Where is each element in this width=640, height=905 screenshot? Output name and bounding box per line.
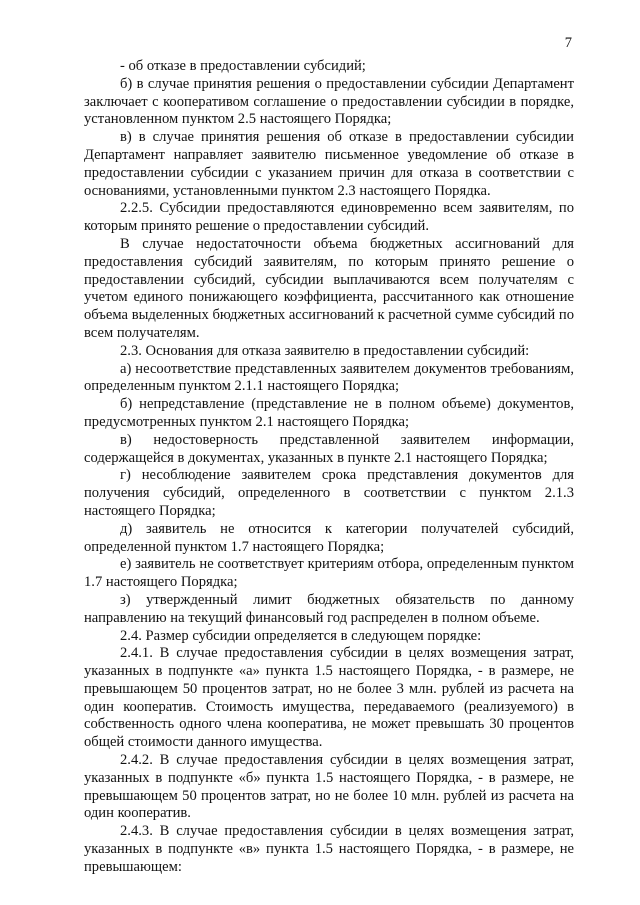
paragraph: 2.2.5. Субсидии предоставляются единовременно всем заявителям, по которым принято решение о предоставлении субсидий.: [84, 200, 574, 235]
paragraph: в) в случае принятия решения об отказе в предоставлении субсидии Департамент направляет заявителю письменное уведомление об отказе в предоставлении субсидии с указанием причин для отказа в соответствии с основаниями, установленными пунктом 2.3 настоящего Порядка.: [84, 129, 574, 199]
paragraph: а) несоответствие представленных заявителем документов требованиям, определенным пунктом 2.1.1 настоящего Порядка;: [84, 360, 574, 395]
paragraph: г) несоблюдение заявителем срока представления документов для получения субсидий, определенного в соответствии с пунктом 2.1.3 настоящего Порядка;: [84, 467, 574, 519]
paragraph: б) в случае принятия решения о предоставлении субсидии Департамент заключает с кооперативом соглашение о предоставлении субсидии в порядке, установленном пунктом 2.5 настоящего Порядка;: [84, 75, 574, 128]
paragraph: - об отказе в предоставлении субсидий;: [120, 58, 366, 74]
paragraph: з) утвержденный лимит бюджетных обязательств по данному направлению на текущий финансовый год распределен в полном объеме.: [84, 591, 574, 626]
paragraph: 2.4.1. В случае предоставления субсидии в целях возмещения затрат, указанных в подпункте «а» пункта 1.5 настоящего Порядка, - в размере, не превышающем 50 процентов затрат, но не более 3 млн. рублей из расчета на один кооператив. Стоимость имущества, передаваемого (реализуемого) в собственность одного члена кооператива, не может превышать 30 процентов общей стоимости данного имущества.: [84, 645, 574, 751]
paragraph: 2.4.2. В случае предоставления субсидии в целях возмещения затрат, указанных в подпункте «б» пункта 1.5 настоящего Порядка, - в размере, не превышающем 50 процентов затрат, но не более 10 млн. рублей из расчета на один кооператив.: [84, 752, 574, 822]
paragraph: 2.4.3. В случае предоставления субсидии в целях возмещения затрат, указанных в подпункте «в» пункта 1.5 настоящего Порядка, - в размере, не превышающем:: [84, 823, 574, 875]
paragraph: е) заявитель не соответствует критериям отбора, определенным пунктом 1.7 настоящего Порядка;: [84, 556, 574, 591]
paragraph: 2.3. Основания для отказа заявителю в предоставлении субсидий:: [120, 342, 530, 359]
paragraph: д) заявитель не относится к категории получателей субсидий, определенной пунктом 1.7 настоящего Порядка;: [84, 520, 574, 555]
paragraph: б) непредставление (представление не в полном объеме) документов, предусмотренных пунктом 2.1 настоящего Порядка;: [84, 396, 574, 430]
page-number: 7: [564, 35, 572, 51]
paragraph: 2.4. Размер субсидии определяется в следующем порядке:: [120, 627, 482, 644]
paragraph: В случае недостаточности объема бюджетных ассигнований для предоставления субсидий заявителям, по которым принято решение о предоставлении субсидий, субсидии выплачиваются всем получателям с учетом единого понижающего коэффициента, рассчитанного как отношение объема выделенных бюджетных ассигнований к расчетной сумме субсидий по всем получателям.: [84, 235, 574, 341]
document-body: [84, 58, 574, 877]
paragraph: в) недостоверность представленной заявителем информации, содержащейся в документах, указанных в пункте 2.1 настоящего Порядка;: [84, 431, 574, 466]
